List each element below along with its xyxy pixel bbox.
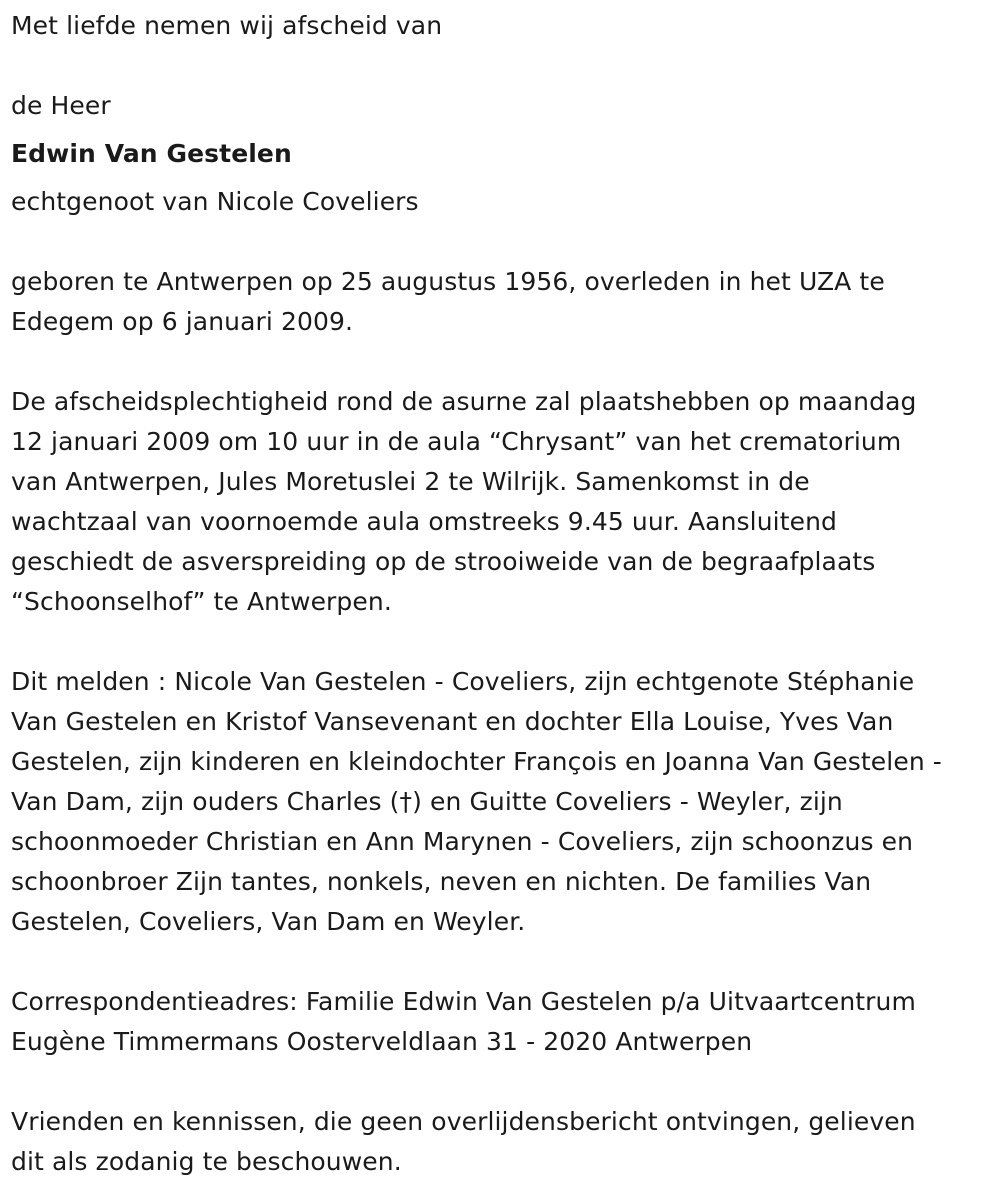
ceremony-paragraph bbox=[11, 382, 993, 622]
paragraph-line: Correspondentieadres: Familie Edwin Van Gestelen p/a Uitvaartcentrum bbox=[11, 987, 916, 1016]
paragraph-line: schoonbroer Zijn tantes, nonkels, neven en nichten. De families Van bbox=[11, 867, 872, 896]
deceased-name: Edwin Van Gestelen bbox=[11, 139, 292, 168]
paragraph-line: schoonmoeder Christian en Ann Marynen - Coveliers, zijn schoonzus en bbox=[11, 827, 914, 856]
intro-line: Met liefde nemen wij afscheid van bbox=[11, 11, 443, 40]
paragraph-line: 12 januari 2009 om 10 uur in de aula “Chrysant” van het crematorium bbox=[11, 427, 902, 456]
birth-death-paragraph bbox=[11, 262, 993, 342]
spouse-line: echtgenoot van Nicole Coveliers bbox=[11, 187, 419, 216]
paragraph-line: Eugène Timmermans Oosterveldlaan 31 - 2020 Antwerpen bbox=[11, 1027, 753, 1056]
paragraph-line: Van Dam, zijn ouders Charles (†) en Guitte Coveliers - Weyler, zijn bbox=[11, 787, 843, 816]
paragraph-line: dit als zodanig te beschouwen. bbox=[11, 1147, 402, 1176]
paragraph-line: geboren te Antwerpen op 25 augustus 1956, overleden in het UZA te bbox=[11, 267, 885, 296]
paragraph-line: van Antwerpen, Jules Moretuslei 2 te Wilrijk. Samenkomst in de bbox=[11, 467, 810, 496]
correspondence-paragraph bbox=[11, 982, 993, 1062]
paragraph-line: wachtzaal van voornoemde aula omstreeks 9.45 uur. Aansluitend bbox=[11, 507, 838, 536]
paragraph-line: De afscheidsplechtigheid rond de asurne zal plaatshebben op maandag bbox=[11, 387, 917, 416]
paragraph-line: Edegem op 6 januari 2009. bbox=[11, 307, 354, 336]
paragraph-line: “Schoonselhof” te Antwerpen. bbox=[11, 587, 392, 616]
paragraph-line: Gestelen, Coveliers, Van Dam en Weyler. bbox=[11, 907, 526, 936]
paragraph-line: Dit melden : Nicole Van Gestelen - Coveliers, zijn echtgenote Stéphanie bbox=[11, 667, 915, 696]
paragraph-line: Gestelen, zijn kinderen en kleindochter François en Joanna Van Gestelen - bbox=[11, 747, 942, 776]
paragraph-line: Van Gestelen en Kristof Vansevenant en dochter Ella Louise, Yves Van bbox=[11, 707, 894, 736]
obituary-notice bbox=[11, 0, 993, 1182]
closing-paragraph bbox=[11, 1102, 993, 1182]
paragraph-line: Vrienden en kennissen, die geen overlijdensbericht ontvingen, gelieven bbox=[11, 1107, 916, 1136]
honorific: de Heer bbox=[11, 91, 111, 120]
family-paragraph bbox=[11, 662, 993, 942]
paragraph-line: geschiedt de asverspreiding op de strooiweide van de begraafplaats bbox=[11, 547, 876, 576]
